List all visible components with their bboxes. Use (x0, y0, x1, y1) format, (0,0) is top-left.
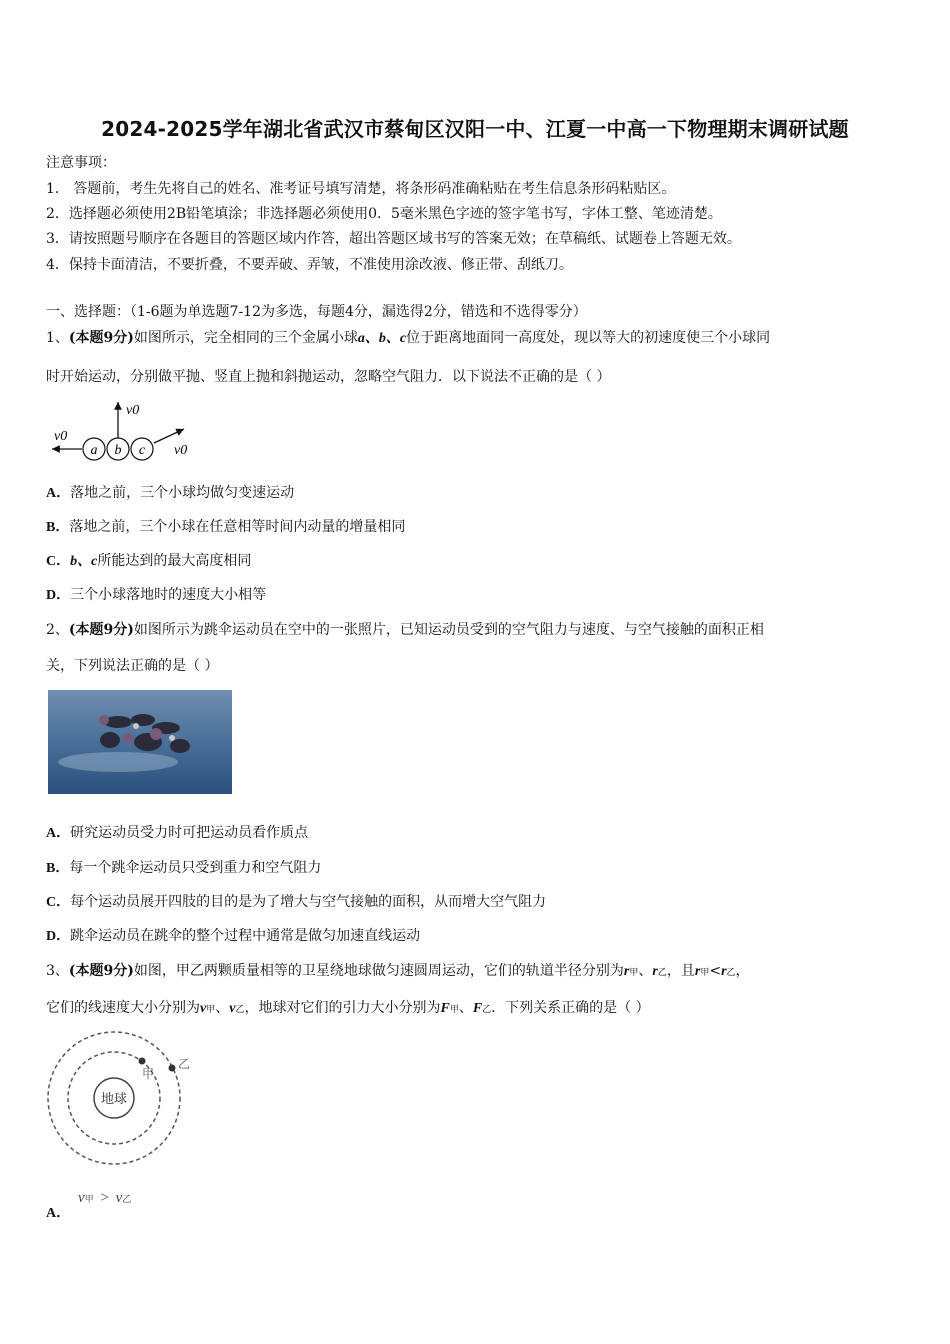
ball-b-label: b (114, 443, 122, 458)
page-title: 2024-2025学年湖北省武汉市蔡甸区汉阳一中、江夏一中高一下物理期末调研试题 (101, 117, 849, 141)
q1-points: (本题9分) (68, 330, 134, 346)
notice-item-3: 3．请按照题号顺序在各题目的答题区域内作答，超出答题区域书写的答案无效；在草稿纸、试题卷上答题无效。 (46, 231, 741, 247)
q2-points: (本题9分) (68, 622, 134, 638)
q3-option-a-formula: v甲 > v乙 (78, 1190, 132, 1206)
skydivers-photo (48, 690, 232, 794)
q1-vars: a、b、c (357, 331, 407, 346)
ball-c-label: c (138, 443, 146, 458)
q2-option-c[interactable]: C．每个运动员展开四肢的目的是为了增大与空气接触的面积，从而增大空气阻力 (46, 894, 547, 910)
q2-line1: 2、(本题9分)如图所示为跳伞运动员在空中的一张照片，已知运动员受到的空气阻力与速度、与空气接触的面积正相 (46, 622, 764, 638)
q1-option-a[interactable]: A．落地之前，三个小球均做匀变速运动 (46, 485, 295, 501)
q3-number: 3、 (46, 963, 69, 979)
section-heading: 一、选择题：（1-6题为单选题7-12为多选，每题4分，漏选得2分，错选和不选得零分） (46, 304, 587, 320)
q2-option-d[interactable]: D．跳伞运动员在跳伞的整个过程中通常是做匀加速直线运动 (46, 928, 421, 944)
q1-text-b: 位于距离地面同一高度处，现以等大的初速度使三个小球同 (406, 330, 771, 346)
q2-option-b[interactable]: B．每一个跳伞运动员只受到重力和空气阻力 (46, 860, 322, 876)
q3-points: (本题9分) (68, 963, 134, 979)
q1-line1 (46, 327, 770, 347)
q2-number: 2、 (46, 622, 69, 638)
notice-item-1: 1． 答题前，考生先将自己的姓名、准考证号填写清楚，将条形码准确粘贴在考生信息条形码粘贴区。 (46, 181, 676, 197)
q3-line2: 它们的线速度大小分别为v甲、v乙，地球对它们的引力大小分别为F甲、F乙．下列关系正确的是（ ） (46, 1000, 650, 1016)
label-jia: 甲 (142, 1067, 155, 1081)
q2-option-a[interactable]: A．研究运动员受力时可把运动员看作质点 (46, 825, 309, 841)
q3-line1: 3、(本题9分)如图，甲乙两颗质量相等的卫星绕地球做匀速圆周运动，它们的轨道半径分别为r甲、r乙，且r甲<r乙， (46, 963, 750, 979)
q1-option-c[interactable]: C．b、c所能达到的最大高度相同 (46, 553, 252, 569)
q1-figure (46, 396, 206, 466)
satellite-jia (139, 1058, 146, 1065)
q1-line2: 时开始运动，分别做平抛、竖直上抛和斜抛运动，忽略空气阻力．以下说法不正确的是（ ） (46, 369, 611, 385)
earth-label: 地球 (100, 1091, 128, 1106)
notice-heading: 注意事项： (46, 155, 116, 171)
q1-text-a: 如图所示，完全相同的三个金属小球 (133, 330, 358, 346)
v0-left-label: v0 (54, 429, 68, 444)
q3-option-a[interactable]: A． (46, 1206, 71, 1221)
v0-right-label: v0 (174, 443, 188, 458)
label-yi: 乙 (178, 1057, 191, 1071)
satellite-yi (169, 1065, 176, 1072)
notice-item-4: 4．保持卡面清洁，不要折叠，不要弄破、弄皱，不准使用涂改液、修正带、刮纸刀。 (46, 257, 573, 273)
notice-item-2: 2．选择题必须使用2B铅笔填涂；非选择题必须使用0．5毫米黑色字迹的签字笔书写，字体工整、笔迹清楚。 (46, 206, 722, 222)
v0-oblique-arrow (154, 429, 184, 443)
v0-up-label: v0 (126, 403, 140, 418)
q1-option-d[interactable]: D．三个小球落地时的速度大小相等 (46, 587, 267, 603)
q1-number: 1、 (46, 330, 69, 346)
ball-a-label: a (90, 443, 98, 458)
q2-line2: 关，下列说法正确的是（ ） (46, 658, 219, 674)
q3-orbit-figure (44, 1030, 204, 1170)
q1-option-b[interactable]: B．落地之前，三个小球在任意相等时间内动量的增量相同 (46, 519, 406, 535)
